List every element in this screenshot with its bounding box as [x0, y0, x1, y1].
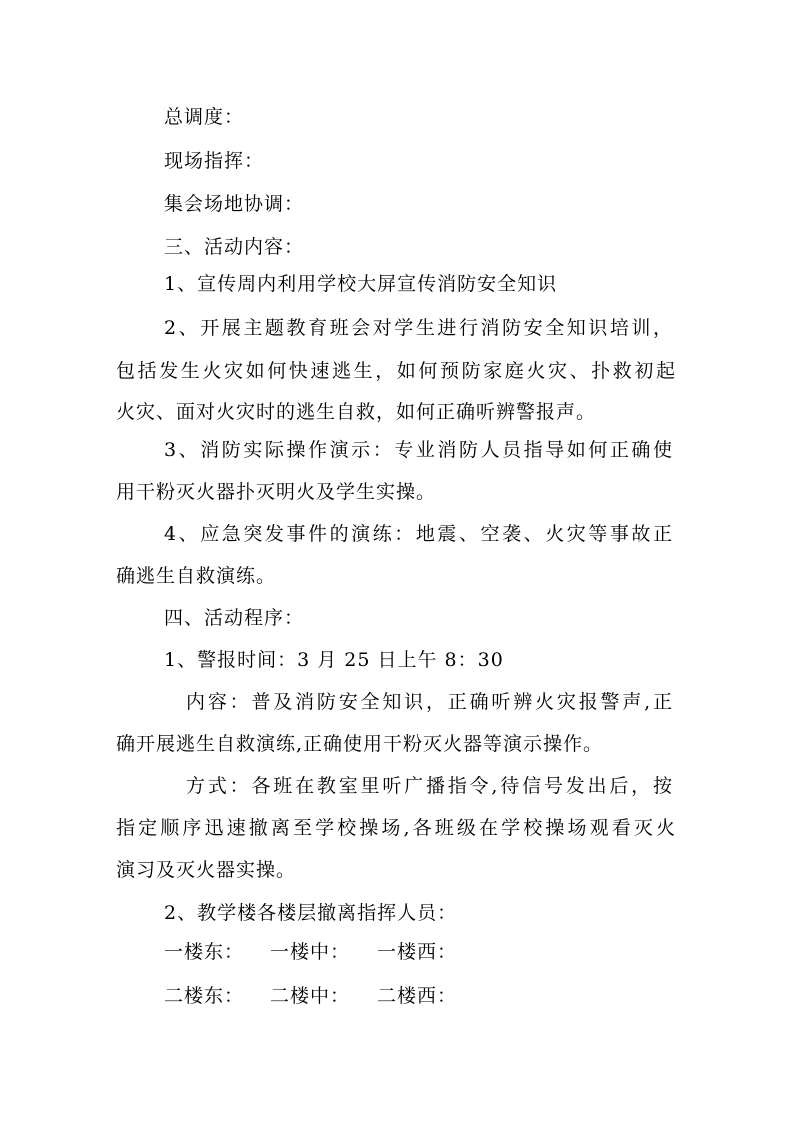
line-content-item-3-a-text: 3、消防实际操作演示：专业消防人员指导如何正确使	[164, 439, 673, 461]
line-content-item-3-b: 用干粉灭火器扑灭明火及学生实操。	[116, 481, 437, 503]
line-content-item-2-b-text: 包括发生火灾如何快速逃生，如何预防家庭火灾、扑救初起	[116, 360, 676, 382]
line-assembly-coordination: 集会场地协调：	[164, 193, 305, 215]
floor-1-east: 一楼东：	[164, 941, 245, 963]
line-content-item-4-a	[0, 523, 793, 545]
line-content-item-4-a-text: 4、应急突发事件的演练：地震、空袭、火灾等事故正	[164, 523, 673, 545]
line-content-item-2-b	[0, 360, 793, 382]
line-procedure-method-a-text: 方式：各班在教室里听广播指令,待信号发出后，按	[186, 775, 673, 797]
floor-row-1	[0, 941, 793, 963]
floor-2-middle: 二楼中：	[270, 985, 351, 1007]
line-content-item-4-b: 确逃生自救演练。	[116, 565, 277, 587]
floor-1-middle: 一楼中：	[270, 941, 351, 963]
line-evacuation-commanders: 2、教学楼各楼层撤离指挥人员：	[164, 902, 458, 924]
line-procedure-method-a	[0, 775, 793, 797]
line-content-item-1: 1、宣传周内利用学校大屏宣传消防安全知识	[164, 273, 558, 295]
line-onsite-command: 现场指挥：	[164, 150, 265, 172]
heading-activity-content: 三、活动内容：	[164, 236, 305, 258]
heading-activity-procedure: 四、活动程序：	[164, 607, 305, 629]
floor-1-west: 一楼西：	[377, 941, 458, 963]
floor-row-2	[0, 985, 793, 1007]
line-procedure-method-b	[0, 817, 793, 839]
line-general-dispatch: 总调度：	[164, 106, 245, 128]
floor-2-west: 二楼西：	[377, 985, 458, 1007]
line-content-item-2-a-text: 2、开展主题教育班会对学生进行消防安全知识培训，	[164, 317, 673, 339]
line-procedure-content-a-text: 内容：普及消防安全知识，正确听辨火灾报警声,正	[186, 691, 673, 713]
line-procedure-content-b: 确开展逃生自救演练,正确使用干粉灭火器等演示操作。	[116, 733, 604, 755]
line-content-item-2-c: 火灾、面对火灾时的逃生自救，如何正确听辨警报声。	[116, 401, 597, 423]
line-procedure-method-b-text: 指定顺序迅速撤离至学校操场,各班级在学校操场观看灭火	[116, 817, 676, 839]
line-procedure-method-c: 演习及灭火器实操。	[116, 859, 297, 881]
line-content-item-2-a	[0, 317, 793, 339]
line-procedure-content-a	[0, 691, 793, 713]
floor-2-east: 二楼东：	[164, 985, 245, 1007]
line-content-item-3-a	[0, 439, 793, 461]
line-alarm-time: 1、警报时间：3 月 25 日上午 8：30	[164, 649, 504, 671]
